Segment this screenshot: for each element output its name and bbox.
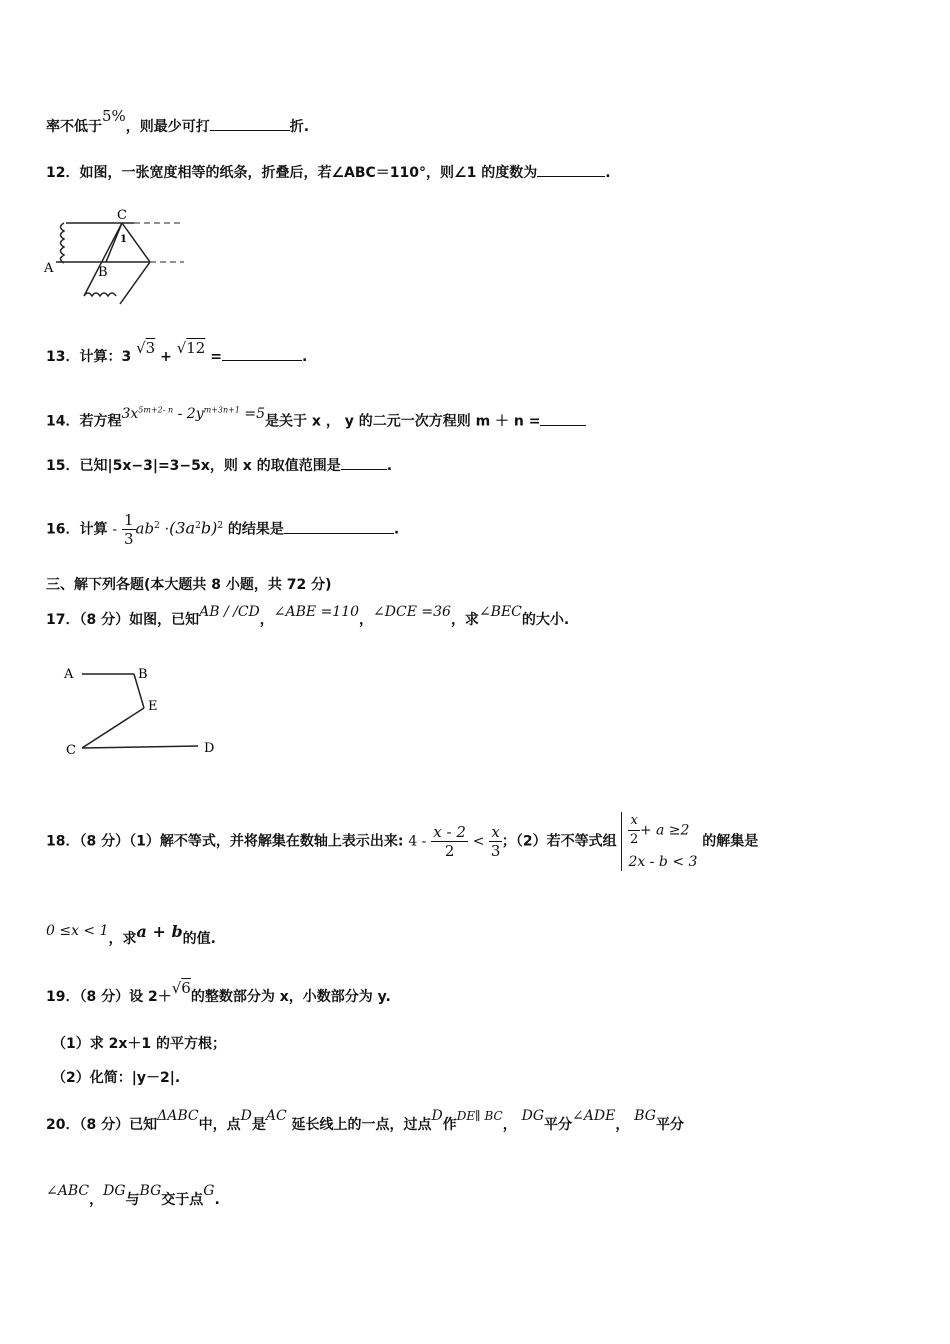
equation-expr: $3x^{5m+2- n} - 2y^{m+3n+1} =5$ xyxy=(121,405,266,422)
q17-line: 17．（8 分）如图，已知AB / /CD，∠ABE =110，∠DCE =36，求∠BEC的大小. xyxy=(46,604,570,628)
answer-blank[interactable] xyxy=(540,411,586,426)
fig-label-b: B xyxy=(138,667,148,682)
sqrt3-expr: √3 xyxy=(136,339,156,357)
q14-line: 14．若方程$3x^{5m+2- n} - 2y^{m+3n+1} =5$是关于 x ， y 的二元一次方程则 m ＋ n = xyxy=(46,408,586,432)
q19-line: 19．（8 分）设 2＋√6的整数部分为 x，小数部分为 y. xyxy=(46,979,391,1005)
answer-blank[interactable] xyxy=(341,455,387,470)
q19-sub2: （2）化简：|y－2|. xyxy=(52,1070,181,1086)
fig-label-d: D xyxy=(204,741,215,756)
q13-line: 13．计算：3 √3 + √12 = . xyxy=(46,339,308,365)
q19-sub1: （1）求 2x＋1 的平方根； xyxy=(52,1036,227,1052)
answer-blank[interactable] xyxy=(210,116,290,131)
fig-label-e: E xyxy=(148,699,158,714)
inequality-system: $\frac{x}{2}$ + a ≥2 2x - b < 3 xyxy=(621,812,697,871)
q12-line: 12．如图，一张宽度相等的纸条，折叠后，若∠ABC＝110°，则∠1 的度数为 . xyxy=(46,162,611,183)
fig-label-1: 1 xyxy=(120,234,127,245)
q17-figure xyxy=(58,660,228,764)
answer-blank[interactable] xyxy=(222,346,302,361)
q12-figure xyxy=(42,204,192,308)
fraction-x-minus-2-over-2: $\frac{x - 2}{2}$ xyxy=(433,823,466,860)
fraction-x-over-3: $\frac{x}{3}$ xyxy=(490,823,501,860)
fig-label-a: A xyxy=(64,667,74,682)
answer-blank[interactable] xyxy=(284,519,394,534)
sqrt12-expr: √12 xyxy=(176,339,206,357)
fraction-one-third: $\frac{1}{3}$ xyxy=(123,511,134,549)
q20-line-2: ∠ABC，DG与BG交于点G. xyxy=(46,1183,220,1208)
q20-line: 20．（8 分）已知ΔABC中，点D是AC 延长线上的一点，过点D作DE∥ BC， DG平分∠ADE， BG平分 xyxy=(46,1108,684,1133)
section-title: 三、解下列各题(本大题共 8 小题，共 72 分) xyxy=(46,577,332,593)
q16-line: 16．计算 - $\frac{1}{3}$ $ab^2 \cdot(3a^2b)^2$ 的结果是 . xyxy=(46,511,400,549)
q18-line: 18．（8 分）（1）解不等式，并将解集在数轴上表示出来: 4 - $\frac{x - 2}{2}$ < $\frac{x}{3}$ ；（2）若不等式组 $\frac{x}{2}$ + a ≥2 2x - b < 3 的解集是 xyxy=(46,813,759,870)
fig-label-b: B xyxy=(98,265,108,280)
q18-line-2: 0 ≤x < 1，求a + b的值. xyxy=(46,922,216,947)
fig-label-c: C xyxy=(117,208,127,223)
sqrt6-expr: √6 xyxy=(171,979,191,997)
fig-label-c: C xyxy=(66,743,76,758)
fig-label-a: A xyxy=(44,261,54,276)
answer-blank[interactable] xyxy=(537,162,605,177)
q15-line: 15．已知|5x−3|=3−5x，则 x 的取值范围是 . xyxy=(46,455,392,476)
percent-expr: 5% xyxy=(102,107,126,125)
q11-line: 率不低于5%，则最少可打 折. xyxy=(46,107,310,135)
